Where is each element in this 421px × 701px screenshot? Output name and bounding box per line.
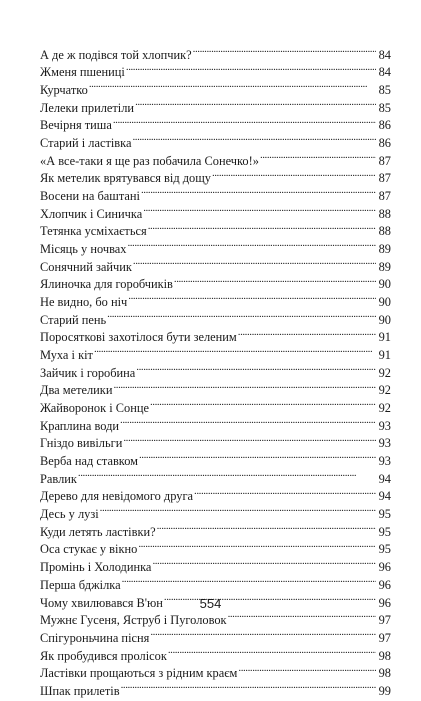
toc-entry-page: 98 — [378, 648, 391, 663]
toc-dot-leader — [121, 677, 376, 695]
toc-entry-page: 93 — [378, 454, 391, 469]
toc-entry-page: 95 — [378, 542, 391, 557]
toc-entry-page: 96 — [378, 577, 391, 592]
toc-entry-page: 89 — [378, 259, 391, 274]
toc-entry-title: Муха і кіт — [40, 348, 93, 363]
toc-entry-title: Не видно, бо ніч — [40, 295, 128, 310]
toc-entry-title: Місяць у ночвах — [40, 242, 127, 257]
toc-dot-leader — [78, 465, 376, 483]
toc-entry-page: 89 — [378, 242, 391, 257]
toc-dot-leader — [212, 165, 376, 183]
toc-entry-title: Як метелик врятувався від дощу — [40, 171, 211, 186]
toc-entry-title: Хлопчик і Синичка — [40, 206, 143, 221]
toc-entry-title: Ластівки прощаються з рідним краєм — [40, 666, 238, 681]
toc-dot-leader — [127, 235, 376, 253]
toc-entry-title: Краплина води — [40, 418, 120, 433]
toc-entry-title: Жайворонок і Сонце — [40, 401, 149, 416]
toc-entry-page: 84 — [378, 47, 391, 62]
toc-dot-leader — [193, 41, 376, 59]
toc-entry-page: 91 — [378, 330, 391, 345]
toc-entry-title: Зайчик і горобина — [40, 365, 136, 380]
toc-entry-title: Курчатко — [40, 83, 88, 98]
toc-entry-title: Лелеки прилетіли — [40, 100, 135, 115]
toc-entry-title: Восени на баштані — [40, 189, 140, 204]
toc-entry-title: Куди летять ластівки? — [40, 524, 156, 539]
toc-dot-leader — [107, 306, 376, 324]
toc-dot-leader — [143, 200, 376, 218]
toc-entry-page: 90 — [378, 295, 391, 310]
toc-entry-page: 87 — [378, 153, 391, 168]
toc-entry-title: Вечірня тиша — [40, 118, 112, 133]
toc-entry-title: Тетянка усміхається — [40, 224, 147, 239]
toc-entry-page: 93 — [378, 436, 391, 451]
toc-entry — [40, 41, 391, 62]
toc-entry-page: 90 — [378, 277, 391, 292]
toc-entry-title: Шпак прилетів — [40, 683, 120, 698]
toc-entry-title: Поросяткові захотілося бути зеленим — [40, 330, 237, 345]
toc-entry-page: 85 — [378, 83, 391, 98]
toc-dot-leader — [168, 642, 376, 660]
toc-entry — [40, 94, 391, 115]
toc-entry-page: 94 — [378, 489, 391, 504]
toc-entry-page: 91 — [378, 348, 391, 363]
toc-dot-leader — [100, 500, 376, 518]
toc-entry-page: 86 — [378, 136, 391, 151]
toc-entry-title: Оса стукає у вікно — [40, 542, 138, 557]
toc-entry — [40, 76, 391, 98]
toc-entry-title: Десь у лузі — [40, 507, 99, 522]
toc-dot-leader — [141, 182, 376, 200]
toc-entry-page: 94 — [378, 471, 391, 486]
toc-entry-page: 99 — [378, 683, 391, 698]
toc-entry-page: 95 — [378, 524, 391, 539]
toc-dot-leader — [113, 112, 376, 130]
toc-entry-title: Гніздо вивільги — [40, 436, 123, 451]
toc-entry-page: 93 — [378, 418, 391, 433]
toc-entry-page: 97 — [378, 630, 391, 645]
toc-dot-leader — [126, 59, 376, 77]
toc-dot-leader — [133, 253, 376, 271]
toc-entry-page: 96 — [378, 595, 391, 610]
page-number: 554 — [199, 596, 222, 611]
toc-entry-page: 97 — [378, 613, 391, 628]
toc-dot-leader — [122, 571, 376, 589]
toc-dot-leader — [238, 324, 376, 342]
toc-entry-title: Жменя пшениці — [40, 65, 125, 80]
toc-entry-page: 92 — [378, 401, 391, 416]
toc-dot-leader — [132, 129, 376, 147]
toc-dot-leader — [260, 147, 376, 165]
toc-entry-title: Равлик — [40, 471, 77, 486]
toc-entry-page: 90 — [378, 312, 391, 327]
toc-dot-leader — [138, 536, 376, 554]
toc-entry-page: 85 — [378, 100, 391, 115]
toc-entry-title: Старий пень — [40, 312, 107, 327]
toc-entry-title: Старий і ластівка — [40, 136, 132, 151]
toc-dot-leader — [128, 288, 376, 306]
toc-entry-title: Сонячний зайчик — [40, 259, 132, 274]
toc-entry-title: Спігуроньчина пісня — [40, 630, 150, 645]
toc-entry-title: Два метелики — [40, 383, 113, 398]
toc-dot-leader — [238, 660, 376, 678]
toc-entry-title: Чому хвилювався В'юн — [40, 595, 163, 610]
toc-dot-leader — [150, 624, 376, 642]
toc-dot-leader — [150, 394, 376, 412]
toc-entry-page: 98 — [378, 666, 391, 681]
toc-dot-leader — [120, 412, 376, 430]
toc-dot-leader — [139, 447, 376, 465]
toc-dot-leader — [135, 94, 376, 112]
toc-entry — [40, 483, 391, 504]
toc-entry-page: 87 — [378, 171, 391, 186]
toc-entry-title: Дерево для невідомого друга — [40, 489, 194, 504]
toc-dot-leader — [157, 518, 376, 536]
toc-entry-title: Верба над ставком — [40, 454, 138, 469]
toc-entry-title: Промінь і Холодинка — [40, 560, 152, 575]
toc-entry-title: Як пробудився пролісок — [40, 648, 167, 663]
toc-dot-leader — [113, 377, 376, 395]
toc-entry-title: «А все-таки я ще раз побачила Сонечко!» — [40, 153, 259, 168]
toc-entry — [40, 465, 391, 486]
toc-dot-leader — [94, 341, 376, 359]
toc-entry-page: 92 — [378, 383, 391, 398]
toc-dot-leader — [148, 218, 376, 236]
toc-entry-title: Ялиночка для горобчиків — [40, 277, 173, 292]
toc-entry-title: А де ж подівся той хлопчик? — [40, 47, 192, 62]
toc-entry-page: 92 — [378, 365, 391, 380]
toc-dot-leader — [194, 483, 376, 501]
toc-entry-page: 88 — [378, 206, 391, 221]
toc-entry-title: Мужнє Гусеня, Яструб і Пуголовок — [40, 613, 227, 628]
toc-dot-leader — [123, 430, 376, 448]
toc-entry-title: Перша бджілка — [40, 577, 121, 592]
toc-dot-leader — [89, 76, 376, 94]
toc-dot-leader — [174, 271, 376, 289]
toc-entry-page: 87 — [378, 189, 391, 204]
toc-entry-page: 95 — [378, 507, 391, 522]
toc-dot-leader — [152, 553, 376, 571]
toc-dot-leader — [136, 359, 376, 377]
toc-entry-page: 88 — [378, 224, 391, 239]
toc-entry-page: 84 — [378, 65, 391, 80]
toc-entry-page: 86 — [378, 118, 391, 133]
toc-entry-page: 96 — [378, 560, 391, 575]
